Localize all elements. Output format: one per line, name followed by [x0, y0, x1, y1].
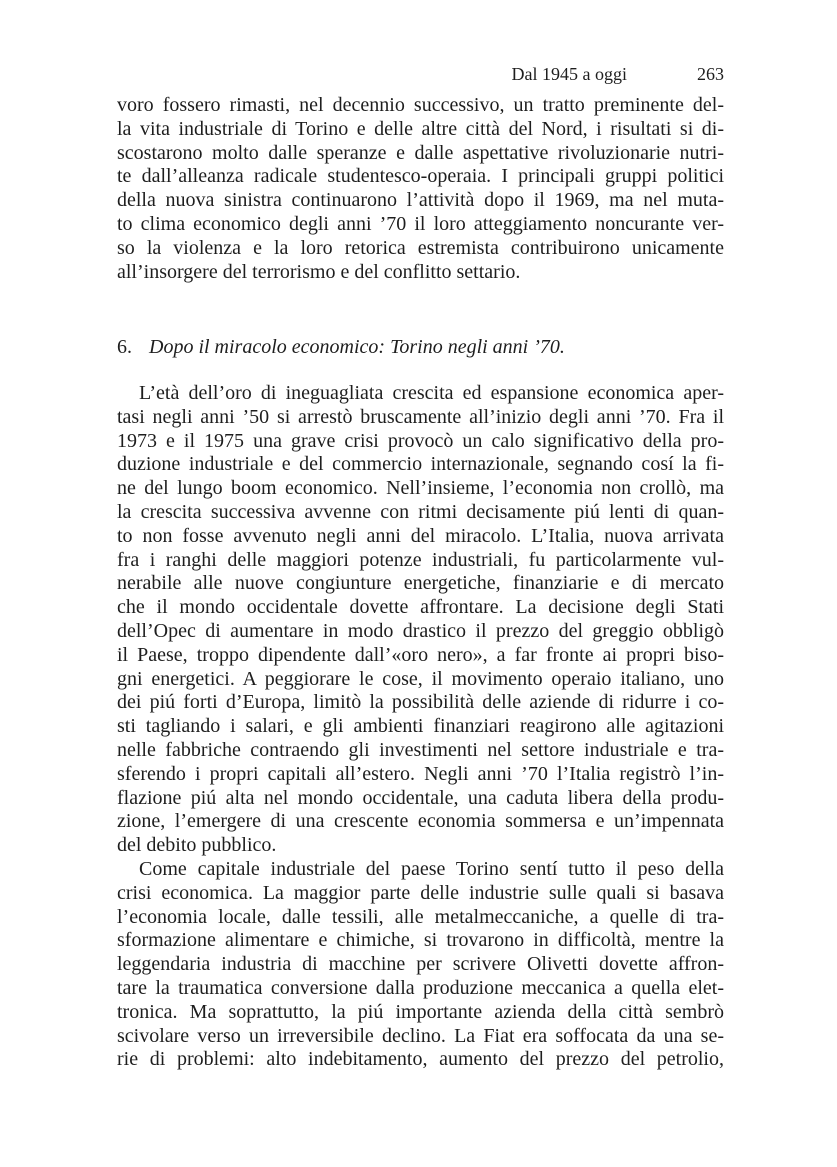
text-line: rie di problemi: alto indebitamento, aumento del prezzo del petrolio,	[117, 1048, 724, 1071]
page-number: 263	[697, 64, 724, 84]
text-line: nerabile alle nuove congiunture energetiche, finanziarie e di mercato	[117, 572, 724, 595]
text-line: tare la traumatica conversione dalla produzione meccanica a quella elet-	[117, 976, 724, 999]
text-line: te dall’alleanza radicale studentesco-operaia. I principali gruppi politici	[117, 165, 724, 188]
text-line: che il mondo occidentale dovette affrontare. La decisione degli Stati	[117, 596, 724, 619]
text-line: la crescita successiva avvenne con ritmi decisamente piú lenti di quan-	[117, 500, 724, 523]
text-line: tasi negli anni ’50 si arrestò bruscamente all’inizio degli anni ’70. Fra il	[117, 405, 724, 428]
text-line: so la violenza e la loro retorica estremista contribuirono unicamente	[117, 236, 724, 259]
text-line: nelle fabbriche contraendo gli investimenti nel settore industriale e tra-	[117, 738, 724, 761]
text-line: to clima economico degli anni ’70 il loro atteggiamento noncurante ver-	[117, 212, 724, 235]
text-line: scivolare verso un irreversibile declino. La Fiat era soffocata da una se-	[117, 1024, 724, 1047]
text-line: scostarono molto dalle speranze e dalle aspettative rivoluzionarie nutri-	[117, 141, 724, 164]
text-line: crisi economica. La maggior parte delle industrie sulle quali si basava	[117, 881, 724, 904]
text-line: sti tagliando i salari, e gli ambienti finanziari reagirono alle agitazioni	[117, 715, 724, 738]
text-line: to non fosse avvenuto negli anni del miracolo. L’Italia, nuova arrivata	[117, 524, 724, 547]
running-title: Dal 1945 a oggi	[511, 64, 627, 84]
paragraph-1	[117, 382, 724, 858]
text-line: dei piú forti d’Europa, limitò la possibilità delle aziende di ridurre i co-	[117, 691, 724, 714]
text-line: flazione piú alta nel mondo occidentale, una caduta libera della produ-	[117, 786, 724, 809]
text-line: la vita industriale di Torino e delle altre città del Nord, i risultati si di-	[117, 117, 724, 140]
text-line: del debito pubblico.	[117, 834, 277, 857]
running-head	[117, 64, 724, 88]
text-line: voro fossero rimasti, nel decennio successivo, un tratto preminente del-	[117, 94, 724, 116]
section-heading	[117, 335, 724, 359]
text-line: l’economia locale, dalle tessili, alle metalmeccaniche, a quelle di tra-	[117, 905, 724, 928]
text-line: zione, l’emergere di una crescente economia sommersa e un’impennata	[117, 810, 724, 833]
text-line: Come capitale industriale del paese Torino sentí tutto il peso della	[139, 858, 724, 880]
text-line: gni energetici. A peggiorare le cose, il movimento operaio italiano, uno	[117, 667, 724, 690]
paragraph-top	[117, 94, 724, 284]
text-line: ne del lungo boom economico. Nell’insieme, l’economia non crollò, ma	[117, 477, 724, 500]
text-line: sformazione alimentare e chimiche, si trovarono in difficoltà, mentre la	[117, 929, 724, 952]
text-line: il Paese, troppo dipendente dall’«oro nero», a far fronte ai propri biso-	[117, 643, 724, 666]
text-line: 1973 e il 1975 una grave crisi provocò un calo significativo della pro-	[117, 429, 724, 452]
text-line: duzione industriale e del commercio internazionale, segnando cosí la fi-	[117, 453, 724, 476]
text-line: fra i ranghi delle maggiori potenze industriali, fu particolarmente vul-	[117, 548, 724, 571]
text-line: leggendaria industria di macchine per scrivere Olivetti dovette affron-	[117, 953, 724, 976]
text-line: sferendo i propri capitali all’estero. Negli anni ’70 l’Italia registrò l’in-	[117, 762, 724, 785]
text-line: dell’Opec di aumentare in modo drastico il prezzo del greggio obbligò	[117, 619, 724, 642]
text-line: all’insorgere del terrorismo e del conflitto settario.	[117, 260, 521, 283]
paragraph-2	[117, 858, 724, 1072]
section-title: Dopo il miracolo economico: Torino negli anni ’70.	[149, 336, 565, 358]
text-line: L’età dell’oro di ineguagliata crescita ed espansione economica aper-	[139, 382, 724, 404]
section-number: 6.	[117, 336, 132, 358]
text-line: tronica. Ma soprattutto, la piú importante azienda della città sembrò	[117, 1000, 724, 1023]
text-line: della nuova sinistra continuarono l’attività dopo il 1969, ma nel muta-	[117, 189, 724, 212]
